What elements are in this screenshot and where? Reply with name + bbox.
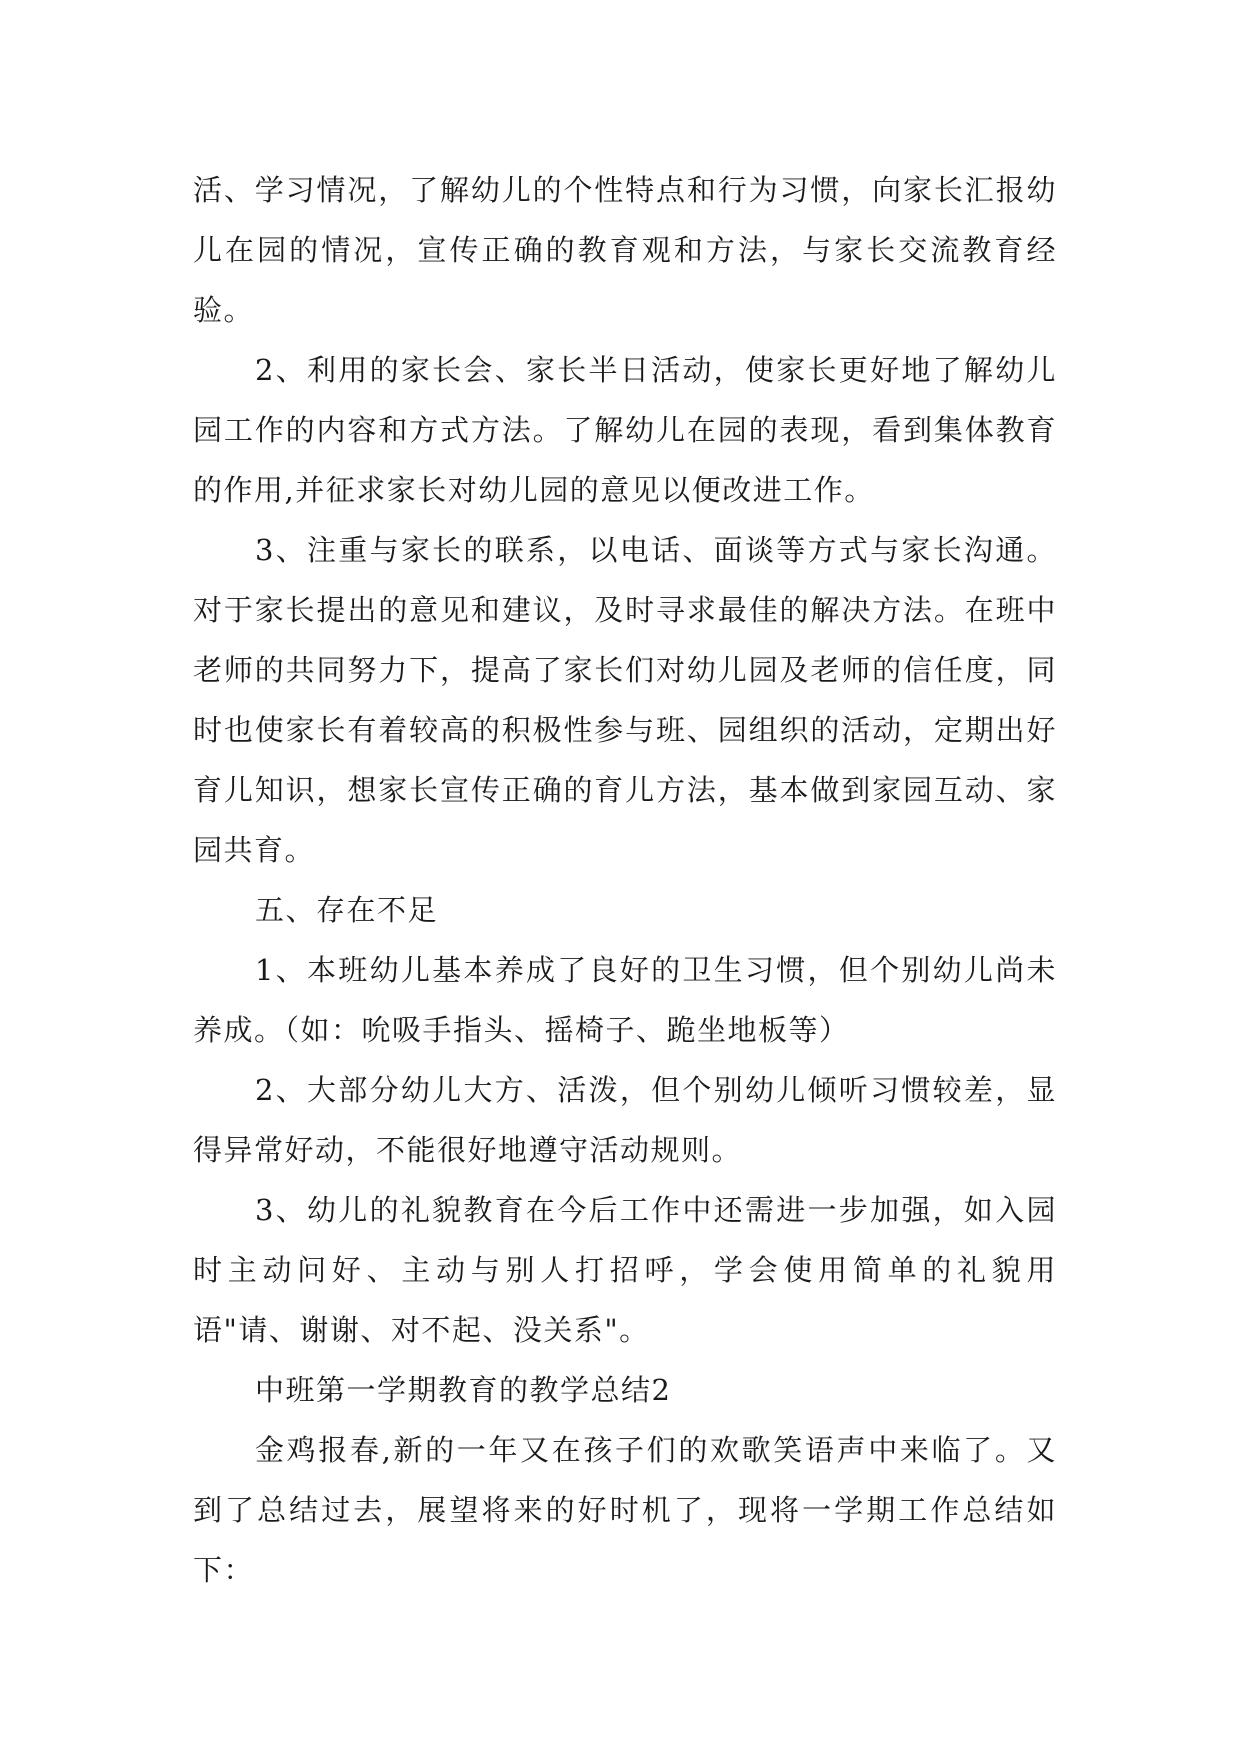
- paragraph-6: 2、大部分幼儿大方、活泼，但个别幼儿倾听习惯较差，显得异常好动，不能很好地遵守活动规则。: [193, 1073, 1057, 1167]
- paragraph-9: 金鸡报春,新的一年又在孩子们的欢歌笑语声中来临了。又到了总结过去，展望将来的好时机了，现将一学期工作总结如下：: [193, 1433, 1057, 1587]
- document-page: [193, 160, 1057, 1600]
- paragraph-7: 3、幼儿的礼貌教育在今后工作中还需进一步加强，如入园时主动问好、主动与别人打招呼，学会使用简单的礼貌用语"请、谢谢、对不起、没关系"。: [193, 1193, 1057, 1347]
- section-heading-shortcomings: 五、存在不足: [255, 893, 439, 927]
- paragraph-5: 1、本班幼儿基本养成了良好的卫生习惯，但个别幼儿尚未养成。（如：吮吸手指头、摇椅子、跪坐地板等）: [193, 953, 1057, 1047]
- paragraph-1: 活、学习情况，了解幼儿的个性特点和行为习惯，向家长汇报幼儿在园的情况，宣传正确的教育观和方法，与家长交流教育经验。: [193, 173, 1057, 327]
- section-title-summary-2: 中班第一学期教育的教学总结2: [255, 1373, 672, 1407]
- paragraph-3: 3、注重与家长的联系，以电话、面谈等方式与家长沟通。对于家长提出的意见和建议，及时寻求最佳的解决方法。在班中老师的共同努力下，提高了家长们对幼儿园及老师的信任度，同时也使家长有着较高的积极性参与班、园组织的活动，定期出好育儿知识，想家长宣传正确的育儿方法，基本做到家园互动、家园共育。: [193, 533, 1057, 867]
- paragraph-2: 2、利用的家长会、家长半日活动，使家长更好地了解幼儿园工作的内容和方式方法。了解幼儿在园的表现，看到集体教育的作用,并征求家长对幼儿园的意见以便改进工作。: [193, 353, 1057, 507]
